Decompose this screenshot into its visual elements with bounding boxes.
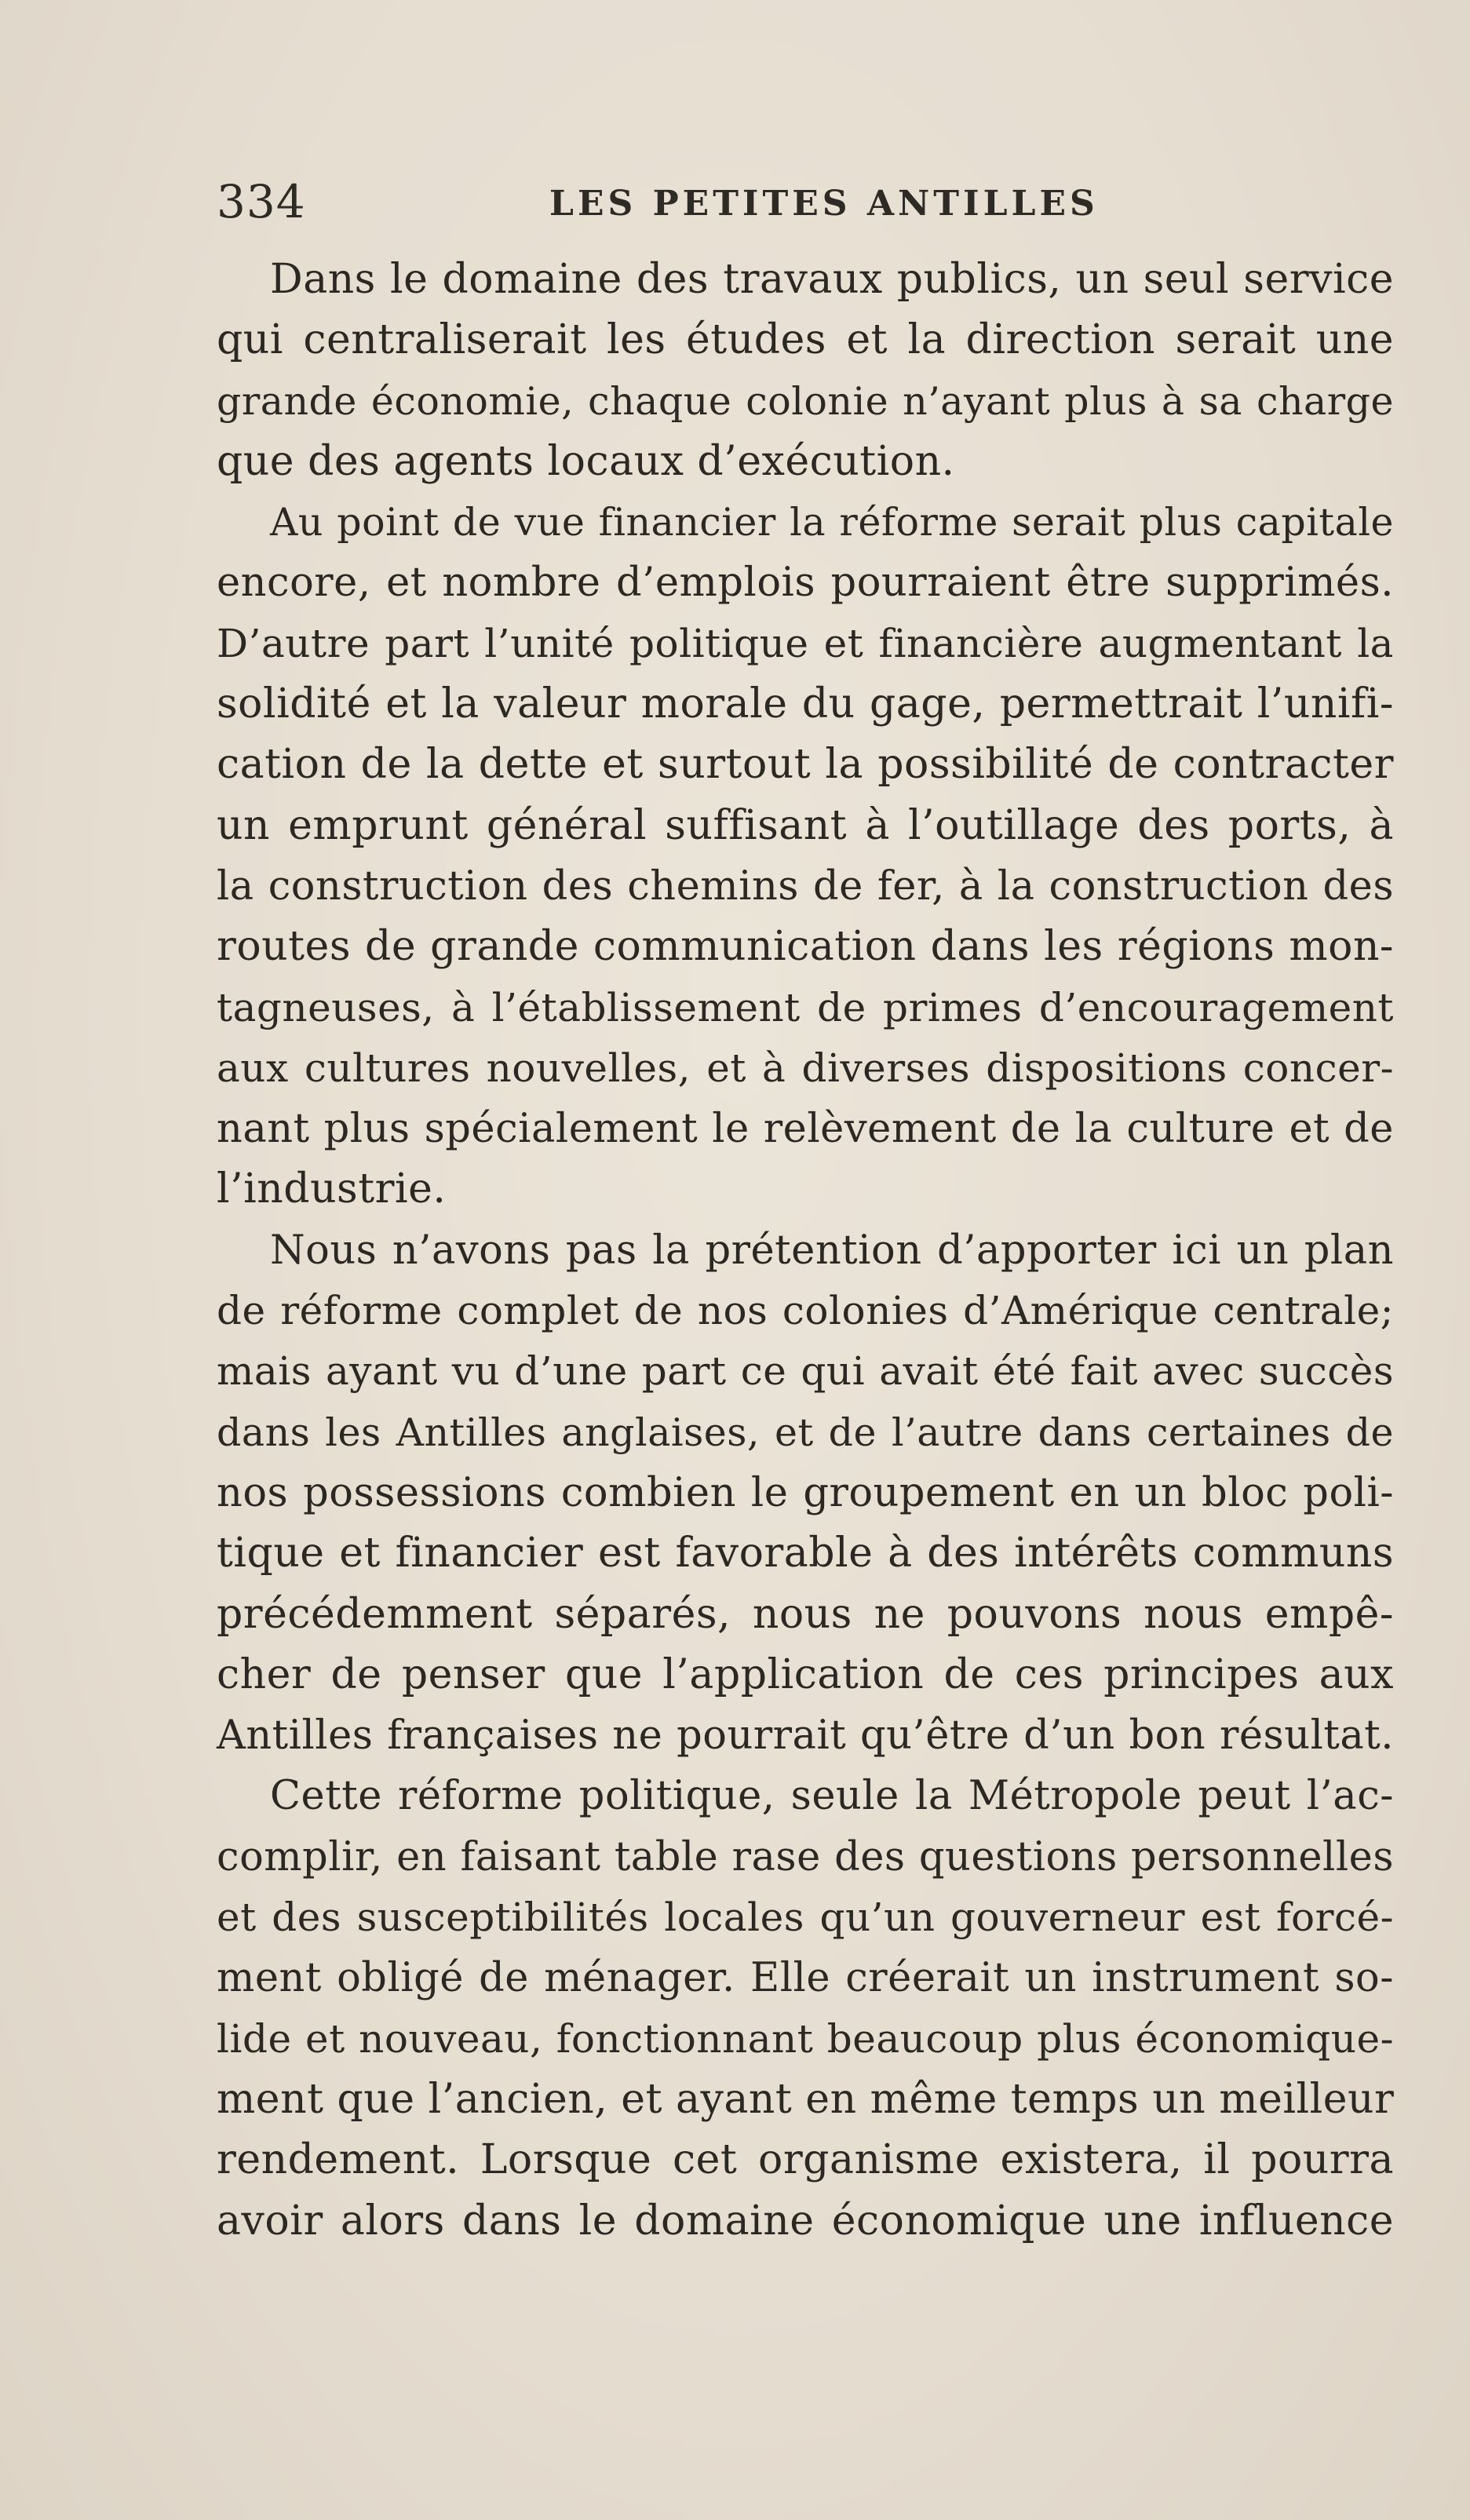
text-line: Au point de vue financier la réforme serait plus capitale (270, 500, 1394, 545)
text-line: un emprunt général suffisant à l’outillage des ports, à (217, 801, 1394, 849)
text-line: Dans le domaine des travaux publics, un seul service (270, 256, 1394, 303)
page-number: 334 (217, 175, 306, 228)
text-line: dans les Antilles anglaises, et de l’autre dans certaines de (217, 1410, 1394, 1455)
text-line: rendement. Lorsque cet organisme existera, il pourra (217, 2136, 1394, 2184)
text-line: tique et financier est favorable à des intérêts communs (217, 1530, 1394, 1577)
text-line: de réforme complet de nos colonies d’Amérique centrale; (217, 1288, 1394, 1334)
text-line: précédemment séparés, nous ne pouvons nous empê- (217, 1590, 1394, 1638)
text-line: Cette réforme politique, seule la Métropole peut l’ac- (270, 1773, 1394, 1820)
body-text (217, 250, 1394, 2252)
text-line: complir, en faisant table rase des questions personnelles (217, 1833, 1394, 1880)
text-line: aux cultures nouvelles, et à diverses dispositions concer- (217, 1045, 1394, 1091)
text-line: cher de penser que l’application de ces principes aux (217, 1650, 1394, 1698)
text-line: ment obligé de ménager. Elle créerait un instrument so- (217, 1955, 1394, 2002)
text-line: D’autre part l’unité politique et financière augmentant la (217, 620, 1394, 666)
text-line: routes de grande communication dans les régions mon- (217, 923, 1394, 971)
text-line: cation de la dette et surtout la possibilité de contracter (217, 741, 1394, 789)
text-line: l’industrie. (217, 1165, 447, 1213)
text-line: lide et nouveau, fonctionnant beaucoup plus économique- (217, 2015, 1394, 2062)
text-line: qui centraliserait les études et la direction serait une (217, 316, 1394, 364)
running-head (217, 174, 1394, 229)
text-line: encore, et nombre d’emplois pourraient être supprimés. (217, 560, 1394, 607)
text-line: Nous n’avons pas la prétention d’apporter ici un plan (270, 1227, 1394, 1274)
text-line: que des agents locaux d’exécution. (217, 437, 955, 485)
text-line: la construction des chemins de fer, à la construction des (217, 862, 1394, 910)
text-line: Antilles françaises ne pourrait qu’être d’un bon résultat. (217, 1712, 1394, 1760)
text-line: et des susceptibilités locales qu’un gouverneur est forcé- (217, 1895, 1394, 1941)
text-line: nos possessions combien le groupement en un bloc poli- (217, 1469, 1394, 1516)
text-line: tagneuses, à l’établissement de primes d’encouragement (217, 984, 1394, 1030)
text-line: ment que l’ancien, et ayant en même temps un meilleur (217, 2075, 1395, 2123)
text-line: mais ayant vu d’une part ce qui avait été fait avec succès (217, 1348, 1394, 1395)
text-line: solidité et la valeur morale du gage, permettrait l’unifi- (217, 680, 1394, 728)
running-title: LES PETITES ANTILLES (549, 184, 1099, 224)
text-line: nant plus spécialement le relèvement de la culture et de (217, 1106, 1394, 1153)
text-line: avoir alors dans le domaine économique une influence (217, 2197, 1394, 2245)
text-line: grande économie, chaque colonie n’ayant plus à sa charge (217, 378, 1394, 424)
